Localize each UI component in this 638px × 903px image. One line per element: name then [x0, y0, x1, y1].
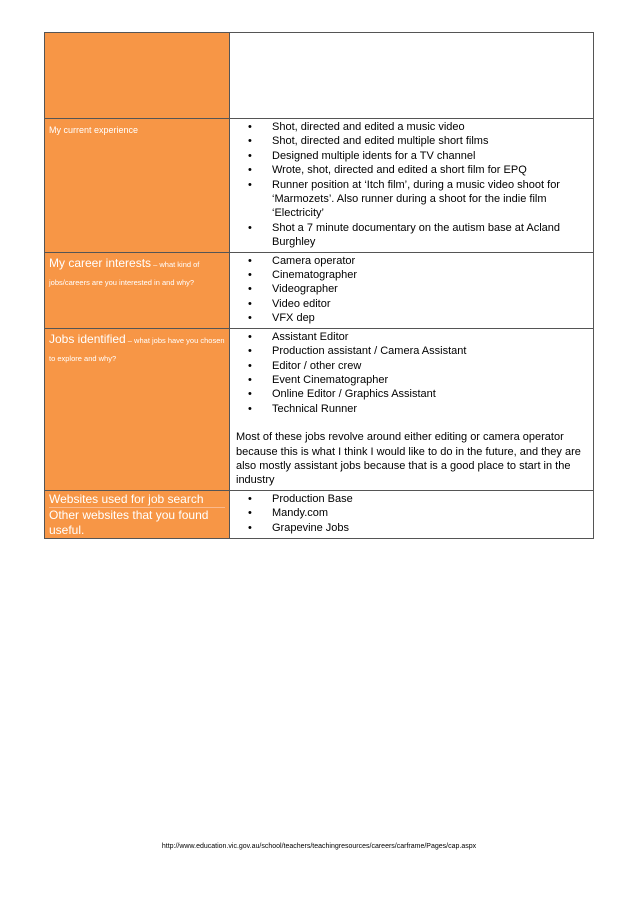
list-item: • Camera operator [248, 254, 356, 267]
list-item: • Shot, directed and edited multiple short films [248, 135, 489, 148]
list-item: • Shot, directed and edited a music video [248, 121, 465, 133]
career-action-plan-table [44, 32, 594, 539]
list-item: • Runner position at ‘Itch film’, during a music video shoot for ‘Marmozets’. Also runner during a shoot for the indie film ‘Electricity’ [248, 178, 560, 220]
experience-list [236, 120, 587, 250]
jobs-explanation: Most of these jobs revolve around either editing or camera operator because this is what I think I would like to do in the future, and they are also mostly assistant jobs because that is a good place to start in the industry [236, 431, 581, 487]
bullet-icon: • [248, 164, 252, 177]
list-item: • Editor / other crew [248, 359, 362, 372]
table-row [45, 328, 594, 490]
bullet-icon: • [248, 178, 252, 191]
bullet-icon: • [248, 388, 252, 401]
bullet-icon: • [248, 330, 252, 343]
bullet-icon: • [248, 135, 252, 148]
list-item: • Production Base [248, 492, 353, 505]
other-websites-label: Other websites that you found useful. [49, 507, 209, 537]
career-interests-list [236, 254, 587, 326]
current-experience-label: My current experience [49, 125, 139, 135]
bullet-icon: • [248, 121, 252, 133]
list-item: • Event Cinematographer [248, 373, 389, 386]
list-item: • Online Editor / Graphics Assistant [248, 388, 436, 401]
websites-label-cell [45, 490, 230, 538]
bullet-icon: • [248, 373, 252, 386]
bullet-icon: • [248, 254, 252, 267]
career-interests-label: My career interests [49, 255, 152, 270]
list-item: • Grapevine Jobs [248, 521, 350, 534]
jobs-identified-label: Jobs identified [49, 331, 126, 346]
blank-label-cell [45, 33, 230, 119]
bullet-icon: • [248, 492, 252, 505]
bullet-icon: • [248, 297, 252, 310]
bullet-icon: • [248, 269, 252, 282]
websites-content [230, 490, 594, 538]
current-experience-content [230, 119, 594, 253]
table-row [45, 490, 594, 538]
bullet-icon: • [248, 221, 252, 234]
bullet-icon: • [248, 507, 252, 520]
list-item: • Shot a 7 minute documentary on the autism base at Acland Burghley [248, 221, 561, 249]
table-row [45, 252, 594, 328]
list-item: • Wrote, shot, directed and edited a short film for EPQ [248, 164, 527, 177]
bullet-icon: • [248, 521, 252, 534]
jobs-list [236, 330, 587, 416]
websites-label: Websites used for job search [49, 492, 225, 508]
bullet-icon: • [248, 312, 252, 325]
career-interests-label-cell [45, 252, 230, 328]
jobs-identified-content [230, 328, 594, 490]
current-experience-label-cell [45, 119, 230, 253]
list-item: • Production assistant / Camera Assistant [248, 345, 467, 358]
jobs-identified-sublabel: – what jobs have you chosen to explore and why? [49, 335, 225, 363]
career-interests-sublabel: – what kind of jobs/careers are you interested in and why? [49, 259, 200, 287]
list-item: • Designed multiple idents for a TV channel [248, 149, 476, 162]
bullet-icon: • [248, 402, 252, 415]
list-item: • Video editor [248, 297, 331, 310]
table-row [45, 119, 594, 253]
jobs-identified-label-cell [45, 328, 230, 490]
bullet-icon: • [248, 283, 252, 296]
list-item: • Assistant Editor [248, 330, 349, 343]
websites-list [236, 492, 587, 535]
list-item: • Cinematographer [248, 269, 357, 282]
bullet-icon: • [248, 345, 252, 358]
list-item: • VFX dep [248, 312, 315, 325]
blank-content-cell [230, 33, 594, 119]
footer-url[interactable]: http://www.education.vic.gov.au/school/teachers/teachingresources/careers/carframe/Pages/cap.aspx [161, 843, 477, 850]
list-item: • Videographer [248, 283, 338, 296]
bullet-icon: • [248, 149, 252, 162]
career-interests-content [230, 252, 594, 328]
bullet-icon: • [248, 359, 252, 372]
table-row [45, 33, 594, 119]
list-item: • Technical Runner [248, 402, 357, 415]
list-item: • Mandy.com [248, 507, 329, 520]
